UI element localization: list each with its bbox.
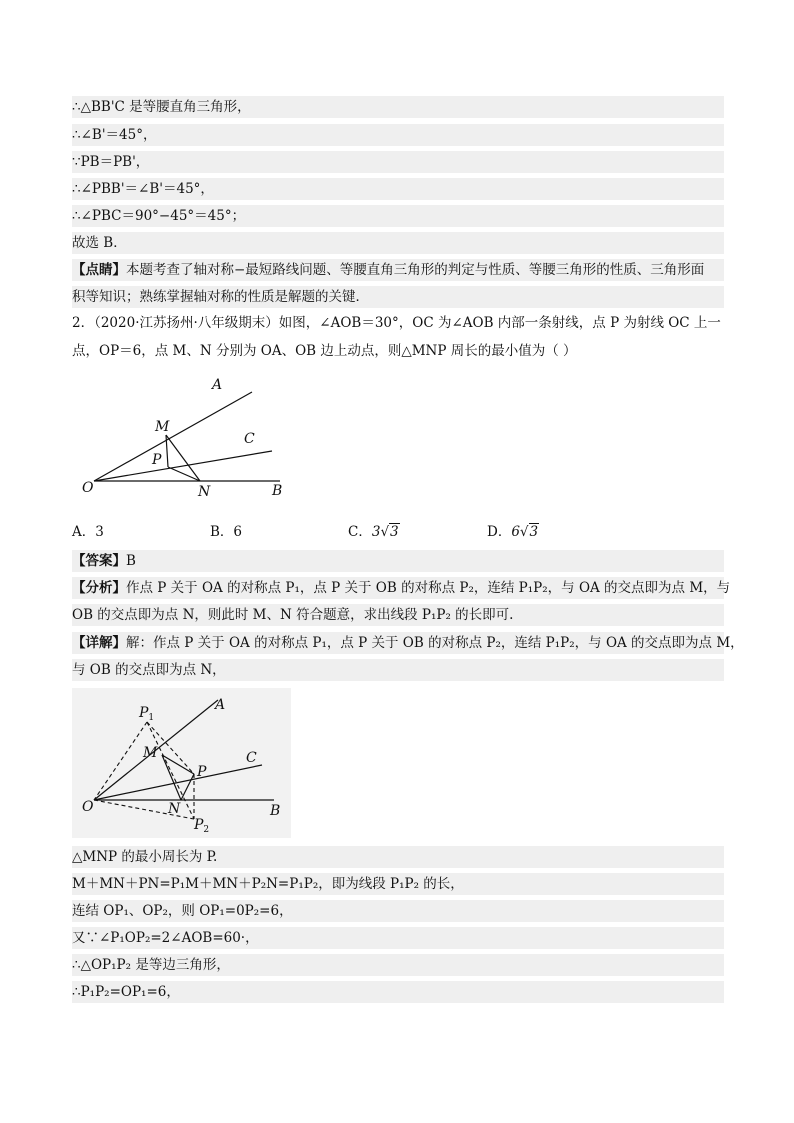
label-p2: $P_2$ <box>194 817 210 835</box>
text-line: ∴∠PBB'＝∠B'＝45°， <box>72 178 724 200</box>
text-line: 故选 B． <box>72 232 724 254</box>
label-p: P <box>197 764 207 780</box>
text-line: 积等知识；熟练掌握轴对称的性质是解题的关键． <box>72 286 724 308</box>
label-o: O <box>82 799 94 815</box>
label-n: N <box>168 801 181 817</box>
text-line: ∴∠PBC＝90°−45°＝45°； <box>72 205 724 227</box>
sqrt-symbol: √3 <box>380 524 399 540</box>
text-line: ∴△OP₁P₂ 是等边三角形， <box>72 954 724 976</box>
segment-np <box>181 774 194 800</box>
ray-oc <box>94 765 262 800</box>
option-a: A．3 <box>72 524 104 540</box>
label-m: M <box>155 419 170 435</box>
label-m: M <box>143 745 158 761</box>
answer-value: B <box>126 553 136 569</box>
label-p: P <box>152 452 162 468</box>
label-b: B <box>272 483 283 499</box>
question-text: 2．（2020·江苏扬州·八年级期末）如图，∠AOB＝30°，OC 为∠AOB 内部一条射线，点 P 为射线 OC 上一 <box>72 315 721 331</box>
analysis-tag: 【分析】 <box>72 580 126 596</box>
answer-line <box>72 550 724 572</box>
segment-mp <box>162 755 194 774</box>
text-line: 连结 OP₁、OP₂，则 OP₁=0P₂=6， <box>72 900 724 922</box>
solution-figure <box>72 688 291 838</box>
question-text: 点，OP＝6，点 M、N 分别为 OA、OB 边上动点，则△MNP 周长的最小值为（ ） <box>72 343 577 359</box>
option-d: D．6√3 <box>487 521 539 543</box>
label-a: A <box>212 377 223 393</box>
label-b: B <box>270 803 281 819</box>
label-c: C <box>244 431 255 447</box>
remark-text: 本题考查了轴对称−最短路线问题、等腰直角三角形的判定与性质、等腰三角形的性质、三角形面 <box>126 262 705 278</box>
question-figure <box>72 372 292 507</box>
text-line: ∴P₁P₂=OP₁=6， <box>72 981 724 1003</box>
label-a: A <box>215 697 226 713</box>
label-o: O <box>82 480 94 496</box>
segment-mn <box>162 755 181 800</box>
text-line: ∵PB＝PB'， <box>72 151 724 173</box>
dashed-op1 <box>94 722 147 800</box>
text-line: ∴△BB'C 是等腰直角三角形， <box>72 96 724 118</box>
text-line: 与 OB 的交点即为点 N， <box>72 659 724 681</box>
detail-tag: 【详解】 <box>72 635 126 651</box>
analysis-line: 【分析】作点 P 关于 OA 的对称点 P₁，点 P 关于 OB 的对称点 P₂，连结 P₁P₂，与 OA 的交点即为点 M，与 <box>72 577 724 599</box>
label-p1: $P_1$ <box>139 705 155 723</box>
text-line: ∴∠B'＝45°， <box>72 124 724 146</box>
label-c: C <box>246 750 257 766</box>
remark-line <box>72 259 724 281</box>
solution-figure-panel <box>72 688 291 838</box>
text-line: △MNP 的最小周长为 P. <box>72 846 724 868</box>
text-line: OB 的交点即为点 N，则此时 M、N 符合题意，求出线段 P₁P₂ 的长即可. <box>72 604 724 626</box>
text-line: M＋MN＋PN=P₁M＋MN＋P₂N=P₁P₂，即为线段 P₁P₂ 的长， <box>72 873 724 895</box>
option-c: C．3√3 <box>348 521 400 543</box>
detail-line: 【详解】解：作点 P 关于 OA 的对称点 P₁，点 P 关于 OB 的对称点 P₂，连结 P₁P₂，与 OA 的交点即为点 M， <box>72 632 724 654</box>
answer-tag: 【答案】 <box>72 553 126 569</box>
label-n: N <box>198 484 211 500</box>
remark-tag: 【点睛】 <box>72 262 126 278</box>
sqrt-symbol: √3 <box>519 524 539 540</box>
option-b: B．6 <box>210 524 243 540</box>
text-line: 又∵∠P₁OP₂=2∠AOB=60·， <box>72 927 724 949</box>
